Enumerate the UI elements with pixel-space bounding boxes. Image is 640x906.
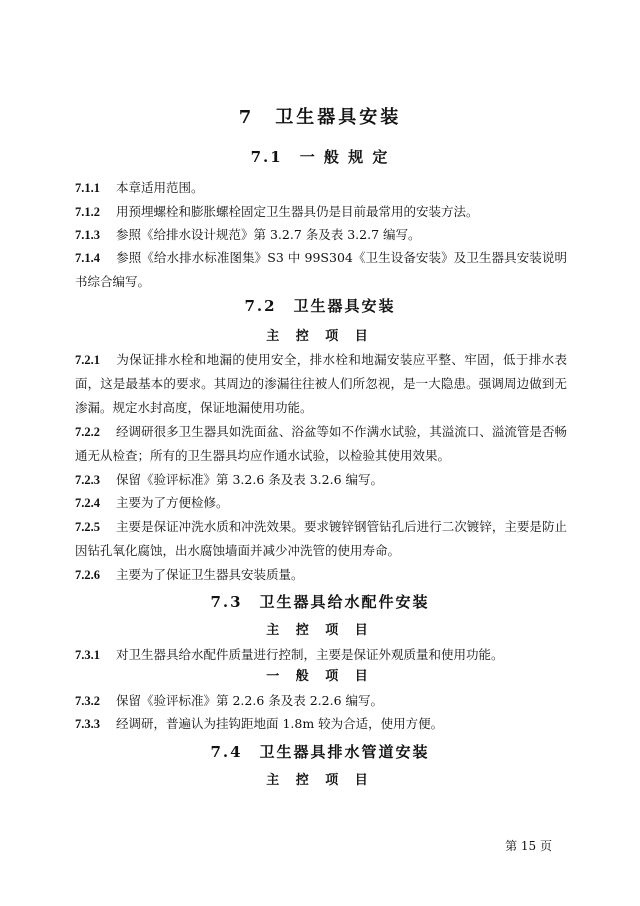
paragraph-7-3-1 xyxy=(75,643,567,667)
section-heading-7-1: 7.1 一 般 规 定 xyxy=(250,148,390,166)
subheading-main-control-items: 主 控 项 目 xyxy=(266,623,374,638)
clause-text: 保留《验评标准》第 3.2.6 条及表 3.2.6 编写。 xyxy=(116,472,384,487)
page-number: 第 15 页 xyxy=(505,839,552,853)
clause-text: 主要为了方便检修。 xyxy=(116,495,229,510)
clause-text: 参照《给水排水标准图集》S3 中 99S304《卫生设备安装》及卫生器具安装说明书综合编写。 xyxy=(75,250,567,289)
clause-number: 7.1.2 xyxy=(75,205,100,219)
clause-number: 7.2.3 xyxy=(75,473,100,487)
paragraph-7-3-3 xyxy=(75,712,567,736)
clause-number: 7.1.4 xyxy=(75,251,100,265)
clause-text: 为保证排水栓和地漏的使用安全，排水栓和地漏安装应平整、牢固，低于排水表面，这是最基本的要求。其周边的渗漏往往被人们所忽视，是一大隐患。强调周边做到无渗漏。规定水封高度，保证地漏使用功能。 xyxy=(75,352,567,415)
clause-text: 对卫生器具给水配件质量进行控制，主要是保证外观质量和使用功能。 xyxy=(116,647,504,662)
paragraph-7-2-2 xyxy=(75,420,567,468)
clause-text: 经调研很多卫生器具如洗面盆、浴盆等如不作满水试验，其溢流口、溢流管是否畅通无从检查；所有的卫生器具均应作通水试验，以检验其使用效果。 xyxy=(75,424,567,463)
clause-number: 7.3.3 xyxy=(75,717,100,731)
clause-number: 7.2.6 xyxy=(75,568,100,582)
chapter-title: 7 卫生器具安装 xyxy=(238,107,402,128)
section-heading-7-2: 7.2 卫生器具安装 xyxy=(244,297,396,315)
clause-text: 保留《验评标准》第 2.2.6 条及表 2.2.6 编写。 xyxy=(116,693,384,708)
subheading-main-control-items: 主 控 项 目 xyxy=(266,329,374,344)
paragraph-7-1-3 xyxy=(75,223,567,247)
paragraph-7-2-5 xyxy=(75,515,567,563)
clause-number: 7.2.5 xyxy=(75,520,100,534)
clause-number: 7.3.1 xyxy=(75,648,100,662)
section-heading-7-3: 7.3 卫生器具给水配件安装 xyxy=(210,593,430,611)
clause-text: 用预埋螺栓和膨胀螺栓固定卫生器具仍是目前最常用的安装方法。 xyxy=(116,204,479,219)
section-heading-7-4: 7.4 卫生器具排水管道安装 xyxy=(210,743,430,761)
paragraph-7-2-3 xyxy=(75,468,567,492)
paragraph-7-1-2 xyxy=(75,200,567,224)
clause-number: 7.2.1 xyxy=(75,353,100,367)
paragraph-7-1-1 xyxy=(75,176,567,200)
paragraph-7-2-1 xyxy=(75,348,567,420)
paragraph-7-3-2 xyxy=(75,689,567,713)
clause-text: 参照《给排水设计规范》第 3.2.7 条及表 3.2.7 编写。 xyxy=(116,227,421,242)
paragraph-7-2-6 xyxy=(75,563,567,587)
subheading-general-items: 一 般 项 目 xyxy=(266,669,374,684)
clause-text: 本章适用范围。 xyxy=(116,180,204,195)
paragraph-7-2-4 xyxy=(75,491,567,515)
clause-text: 主要是保证冲洗水质和冲洗效果。要求镀锌钢管钻孔后进行二次镀锌，主要是防止因钻孔氧化腐蚀，出水腐蚀墙面并减少冲洗管的使用寿命。 xyxy=(75,519,567,558)
clause-number: 7.1.1 xyxy=(75,181,100,195)
clause-text: 主要为了保证卫生器具安装质量。 xyxy=(116,567,304,582)
subheading-main-control-items: 主 控 项 目 xyxy=(266,773,374,788)
paragraph-7-1-4 xyxy=(75,246,567,294)
clause-number: 7.3.2 xyxy=(75,694,100,708)
clause-number: 7.1.3 xyxy=(75,228,100,242)
clause-number: 7.2.4 xyxy=(75,496,100,510)
clause-text: 经调研，普遍认为挂钩距地面 1.8m 较为合适，使用方便。 xyxy=(116,716,444,731)
clause-number: 7.2.2 xyxy=(75,425,100,439)
